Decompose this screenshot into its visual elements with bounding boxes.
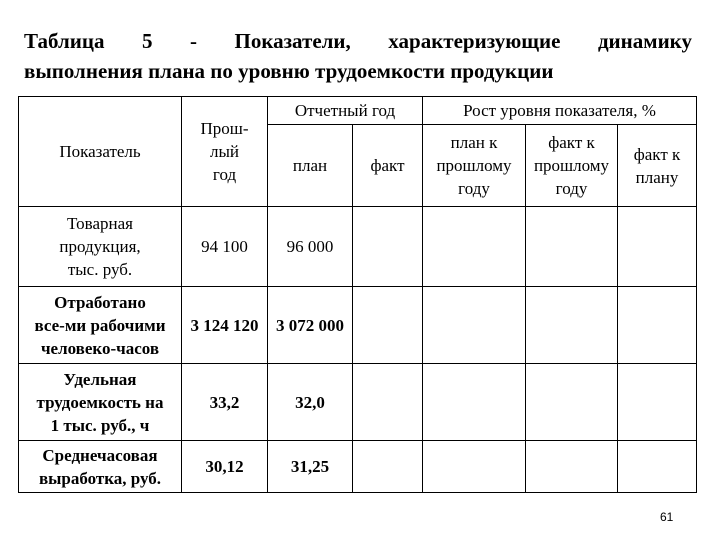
cell-plan: 3 072 000 (268, 287, 353, 364)
cell-fact (353, 287, 423, 364)
page-number: 61 (660, 510, 674, 524)
cell-fact-to-previous (526, 207, 618, 287)
row-indicator: Удельная трудоемкость на 1 тыс. руб., ч (19, 364, 182, 441)
cell-fact-to-previous (526, 287, 618, 364)
caption-word: - (189, 29, 197, 53)
row-indicator: Среднечасовая выработка, руб. (19, 441, 182, 493)
caption-line-1 (24, 26, 692, 56)
caption-word: Таблица (24, 29, 105, 53)
header-plan: план (268, 125, 353, 207)
header-fact: факт (353, 125, 423, 207)
header-fact-to-previous: факт к прошлому году (526, 125, 618, 207)
row-indicator: Отработано все-ми рабочими человеко-часов (19, 287, 182, 364)
cell-previous-year: 3 124 120 (182, 287, 268, 364)
caption-word: характеризующие (388, 29, 561, 53)
cell-plan-to-previous (423, 364, 526, 441)
header-indicator: Показатель (19, 97, 182, 207)
cell-fact-to-plan (618, 441, 697, 493)
cell-fact (353, 441, 423, 493)
header-plan-to-previous: план к прошлому году (423, 125, 526, 207)
table-caption (24, 26, 692, 86)
header-row-1 (19, 97, 697, 125)
row-indicator: Товарная продукция, тыс. руб. (19, 207, 182, 287)
table-row (19, 441, 697, 493)
cell-fact-to-plan (618, 364, 697, 441)
table-row (19, 287, 697, 364)
header-fact-to-plan: факт к плану (618, 125, 697, 207)
cell-plan-to-previous (423, 441, 526, 493)
indicators-table (18, 96, 697, 493)
cell-fact (353, 207, 423, 287)
cell-plan: 96 000 (268, 207, 353, 287)
caption-word: 5 (141, 29, 153, 53)
cell-fact-to-previous (526, 441, 618, 493)
table-row (19, 207, 697, 287)
cell-fact-to-plan (618, 207, 697, 287)
table-row (19, 364, 697, 441)
cell-plan-to-previous (423, 287, 526, 364)
caption-line-2: выполнения плана по уровню трудоемкости продукции (24, 59, 554, 83)
cell-fact (353, 364, 423, 441)
caption-word: динамику (597, 29, 692, 53)
cell-plan: 32,0 (268, 364, 353, 441)
cell-plan: 31,25 (268, 441, 353, 493)
header-reporting-year: Отчетный год (268, 97, 423, 125)
cell-fact-to-plan (618, 287, 697, 364)
header-growth: Рост уровня показателя, % (423, 97, 697, 125)
cell-previous-year: 94 100 (182, 207, 268, 287)
cell-plan-to-previous (423, 207, 526, 287)
header-previous-year: Прош- лый год (182, 97, 268, 207)
caption-word: Показатели, (234, 29, 351, 53)
cell-previous-year: 33,2 (182, 364, 268, 441)
cell-fact-to-previous (526, 364, 618, 441)
cell-previous-year: 30,12 (182, 441, 268, 493)
